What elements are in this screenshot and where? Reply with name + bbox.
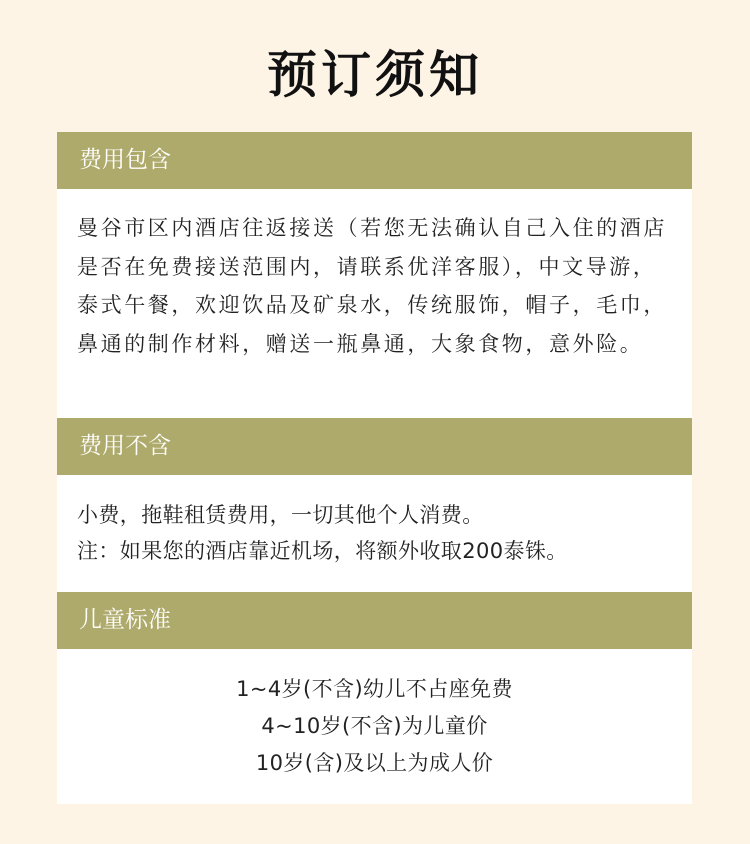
excluded-note-line: 注：如果您的酒店靠近机场，将额外收取200泰铢。 (77, 539, 568, 563)
section-fees-included (57, 132, 692, 418)
child-policy-line: 1~4岁(不含)幼儿不占座免费 (236, 677, 513, 701)
section-header-fees-excluded: 费用不含 (57, 418, 692, 475)
child-policy-line: 4~10岁(不含)为儿童价 (261, 714, 488, 738)
section-body-child-policy (57, 649, 692, 804)
excluded-line: 小费，拖鞋租赁费用，一切其他个人消费。 (77, 503, 484, 527)
page-title: 预订须知 (267, 46, 483, 104)
section-body-fees-excluded (57, 475, 692, 592)
section-fees-excluded (57, 418, 692, 592)
section-header-child-policy: 儿童标准 (57, 592, 692, 649)
child-policy-line: 10岁(含)及以上为成人价 (255, 751, 494, 775)
section-body-fees-included: 曼谷市区内酒店往返接送（若您无法确认自己入住的酒店是否在免费接送范围内，请联系优洋客服），中文导游，泰式午餐，欢迎饮品及矿泉水，传统服饰，帽子，毛巾，鼻通的制作材料，赠送一瓶鼻通，大象食物，意外险。 (57, 189, 692, 418)
section-child-policy (57, 592, 692, 804)
section-header-fees-included: 费用包含 (57, 132, 692, 189)
